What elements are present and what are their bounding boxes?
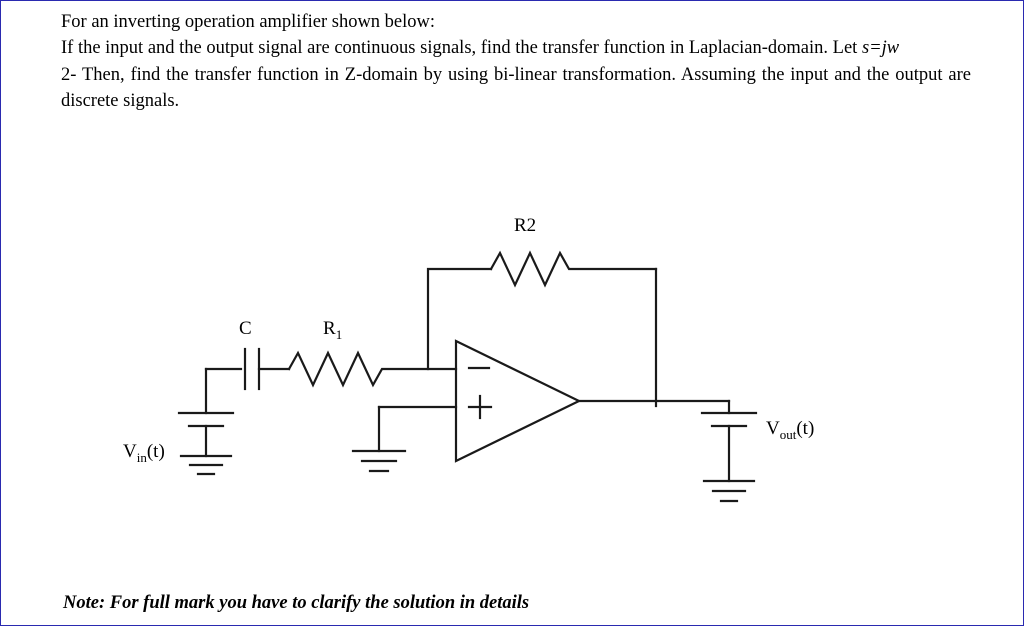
label-vout-subscript: out [779, 426, 797, 442]
problem-line-2-text: If the input and the output signal are continuous signals, find the transfer function in Laplacian-domain. Let [61, 38, 862, 59]
label-r1 [323, 318, 342, 343]
label-vin-tail: (t) [146, 441, 165, 462]
opamp-triangle [456, 341, 579, 461]
r1-resistor [289, 353, 456, 385]
label-r2: R2 [514, 215, 537, 236]
problem-line-3: 2- Then, find the transfer function in Z-domain by using bi-linear transformation. Assuming the input and the output are discrete signals. [61, 64, 971, 111]
label-vout-tail: (t) [796, 418, 815, 439]
note-text: Note: For full mark you have to clarify the solution in details [63, 593, 530, 613]
r2-resistor [491, 253, 656, 285]
label-r1-base: R [323, 318, 336, 339]
problem-line-2 [61, 35, 971, 61]
opamp-circuit-diagram [1, 151, 1024, 571]
label-vout [766, 418, 814, 443]
label-r1-subscript: 1 [335, 326, 343, 342]
problem-line-2-variable: s=jw [861, 38, 900, 59]
problem-statement [61, 9, 971, 114]
label-c: C [239, 318, 252, 339]
label-vout-base: V [766, 418, 780, 439]
label-vin-base: V [123, 441, 137, 462]
label-vin [123, 441, 165, 466]
label-vin-subscript: in [136, 449, 147, 465]
problem-line-1: For an inverting operation amplifier shown below: [61, 12, 436, 32]
